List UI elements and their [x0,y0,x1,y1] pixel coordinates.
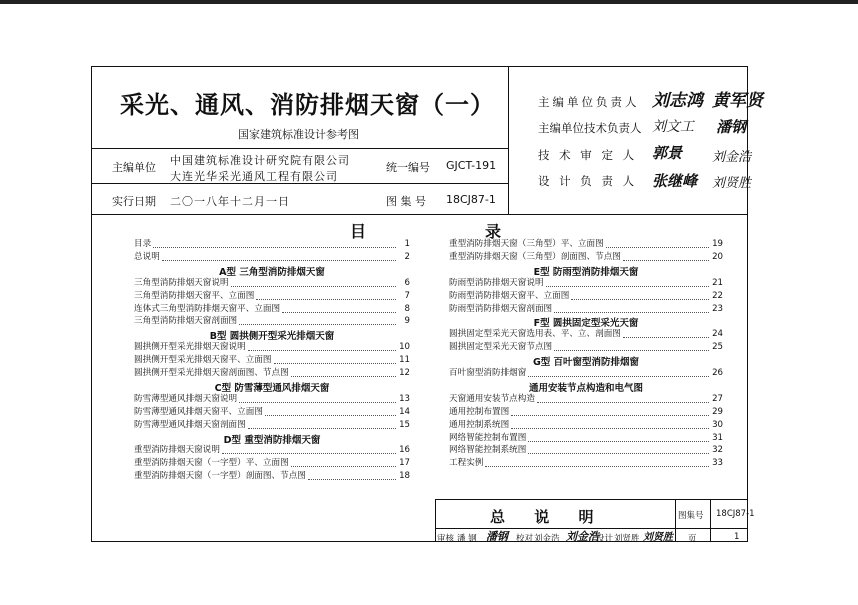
page-value: 1 [734,532,740,542]
toc-item[interactable] [134,277,410,289]
editor-unit-1: 中国建筑标准设计研究院有限公司 [170,154,350,167]
sheet-title: 总 说 明 [490,508,606,526]
toc-item-page: 6 [404,277,410,288]
toc-item[interactable] [449,419,723,431]
toc-leader-dots [606,240,709,248]
toc-item-page: 14 [399,406,410,417]
toc-item-page: 13 [399,393,410,404]
toc-leader-dots [162,253,396,261]
toc-item-page: 19 [712,239,723,249]
toc-leader-dots [282,305,396,313]
toc-section-heading: D型 重型消防排烟天窗 [223,434,321,446]
resp-role-4: 设 计 负 责 人 [538,174,638,188]
toc-item-page: 11 [399,355,410,366]
toc-item-page: 20 [712,251,723,262]
toc-item-page: 2 [404,251,410,262]
toc-item-title: 防雨型消防排烟天窗平、立面图 [449,290,570,301]
toc-item-title: 网络智能控制系统图 [449,445,527,456]
signature: 郭景 [652,144,683,162]
toc-item-title: 圆拱侧开型采光排烟天窗剖面图、节点图 [134,368,289,378]
signature: 刘文工 [652,119,694,135]
toc-leader-dots [308,472,396,480]
toc-leader-dots [623,253,709,261]
toc-item-page: 8 [404,303,410,314]
design-name: 刘贤胜 [614,534,640,544]
toc-item-page: 33 [712,458,723,469]
toc-item-page: 16 [399,445,410,456]
toc-item[interactable] [134,470,410,482]
date-value: 二〇一八年十二月一日 [170,195,290,208]
signature: 刘贤胜 [712,176,752,191]
toc-item-page: 24 [712,329,723,340]
toc-item-title: 重型消防排烟天窗说明 [134,445,220,456]
title-block-divider [675,499,676,542]
signature: 刘金浩 [566,530,599,543]
toc-leader-dots [554,305,709,313]
toc-leader-dots [571,292,709,300]
toc-item[interactable] [449,367,723,379]
toc-item-title: 通用控制系统图 [449,419,510,430]
toc-item[interactable] [449,303,723,315]
toc-section-heading: B型 圆拱侧开型采光排烟天窗 [209,331,335,343]
toc-leader-dots [248,421,396,429]
toc-item[interactable] [449,251,723,263]
toc-item-page: 15 [399,419,410,430]
toc-leader-dots [546,279,709,287]
toc-leader-dots [528,446,709,454]
toc-section-heading: A型 三角型消防排烟天窗 [219,266,325,278]
date-label: 实行日期 [112,195,156,208]
toc-heading-right: 录 [485,222,502,241]
toc-leader-dots [291,459,396,467]
toc-item-title: 通用控制布置图 [449,406,510,417]
toc-item-page: 25 [712,342,723,353]
resp-role-1: 主编单位负责人 [538,95,640,109]
signature: 刘金浩 [712,150,752,165]
title-block-left [435,499,436,542]
toc-item[interactable] [134,354,410,366]
toc-leader-dots [537,395,709,403]
toc-item[interactable] [449,444,723,456]
toc-item-title: 圆拱固定型采光天窗选用表、平、立、剖面图 [449,329,621,340]
toc-item-page: 17 [399,458,410,469]
review-label: 审核 [437,534,455,544]
toc-item[interactable] [134,315,410,327]
toc-item[interactable] [449,393,723,405]
check-name: 刘金浩 [534,534,560,544]
toc-section-heading: G型 百叶窗型消防排烟窗 [532,357,640,369]
design-label: 设计 [596,534,614,544]
toc-item-title: 防雪薄型通风排烟天窗平、立面图 [134,406,263,417]
signature: 潘钢 [486,530,508,543]
signature: 黄军贤 [712,91,763,111]
toc-item[interactable] [449,277,723,289]
resp-role-3: 技 术 审 定 人 [538,148,638,162]
toc-leader-dots [554,343,709,351]
toc-leader-dots [239,395,396,403]
toc-item[interactable] [134,238,410,250]
atlas-no-label: 图集号 [678,511,704,521]
page-title: 采光、通风、消防排烟天窗（一） [120,91,495,119]
subtitle: 国家建筑标准设计参考图 [238,128,359,141]
toc-item-page: 9 [404,316,410,327]
atlas-value: 18CJ87-1 [446,193,496,206]
check-label: 校对 [516,534,534,544]
toc-item-title: 连体式三角型消防排烟天窗平、立面图 [134,303,281,314]
toc-item-title: 三角型消防排烟天窗剖面图 [134,316,238,327]
title-block-top [435,499,748,500]
resp-role-2: 主编单位技术负责人 [538,121,642,135]
code-value: GJCT-191 [446,159,497,172]
toc-section-heading: 通用安装节点构造和电气图 [528,382,643,394]
toc-item[interactable] [134,290,410,302]
toc-item-title: 天窗通用安装节点构造 [449,393,535,404]
toc-item-title: 防雪薄型通风排烟天窗说明 [134,393,238,404]
toc-item-title: 重型消防排烟天窗（三角型）平、立面图 [449,239,604,249]
signature: 刘志鸿 [652,91,703,111]
toc-item-page: 27 [712,393,723,404]
toc-item-title: 三角型消防排烟天窗说明 [134,277,229,288]
toc-item-page: 29 [712,406,723,417]
toc-item-title: 百叶窗型消防排烟窗 [449,368,527,378]
toc-leader-dots [511,408,709,416]
page-label: 页 [688,534,697,544]
toc-leader-dots [265,408,396,416]
toc-item-page: 26 [712,368,723,378]
toc-item[interactable] [134,341,410,353]
toc-item-title: 圆拱侧开型采光排烟天窗平、立面图 [134,355,272,366]
editor-unit-2: 大连光华采光通风工程有限公司 [170,170,338,183]
top-bar [0,0,858,4]
toc-item-page: 21 [712,277,723,288]
toc-item[interactable] [134,393,410,405]
toc-leader-dots [511,421,709,429]
toc-item-title: 圆拱固定型采光天窗节点图 [449,342,553,353]
toc-item-page: 31 [712,432,723,443]
toc-item-page: 30 [712,419,723,430]
review-name: 潘 钢 [457,534,477,544]
toc-leader-dots [231,279,396,287]
toc-section-heading: E型 防雨型消防排烟天窗 [533,266,639,278]
atlas-no-value: 18CJ87-1 [716,509,755,519]
toc-leader-dots [239,317,396,325]
title-block-divider [710,499,711,542]
toc-item[interactable] [449,457,723,469]
toc-item-title: 圆拱侧开型采光排烟天窗说明 [134,342,246,353]
signature: 潘钢 [716,118,747,136]
toc-item[interactable] [134,419,410,431]
toc-leader-dots [153,240,396,248]
toc-leader-dots [222,446,396,454]
header-divider [508,66,509,215]
toc-item[interactable] [449,290,723,302]
toc-leader-dots [485,459,709,467]
toc-item-title: 防雨型消防排烟天窗说明 [449,277,544,288]
toc-item-title: 防雪薄型通风排烟天窗剖面图 [134,419,246,430]
toc-item-title: 目录 [134,239,152,249]
toc-item[interactable] [134,406,410,418]
toc-item-title: 总说明 [134,251,160,262]
toc-item[interactable] [134,444,410,456]
toc-item[interactable] [449,328,723,340]
toc-item-page: 18 [399,471,410,482]
toc-item-title: 防雨型消防排烟天窗剖面图 [449,303,553,314]
toc-item-page: 23 [712,303,723,314]
toc-item-page: 32 [712,445,723,456]
toc-item[interactable] [449,238,723,250]
toc-leader-dots [623,330,709,338]
toc-item-title: 重型消防排烟天窗（三角型）剖面图、节点图 [449,251,621,262]
editor-label: 主编单位 [112,161,156,174]
toc-section-heading: F型 圆拱固定型采光天窗 [533,318,639,330]
toc-item[interactable] [134,367,410,379]
toc-item-title: 重型消防排烟天窗（一字型）平、立面图 [134,458,289,469]
toc-leader-dots [528,369,709,377]
toc-item-page: 1 [404,239,410,249]
toc-item[interactable] [134,251,410,263]
toc-leader-dots [256,292,396,300]
toc-section-heading: C型 防雪薄型通风排烟天窗 [214,382,330,394]
toc-item-page: 12 [399,368,410,378]
toc-item[interactable] [134,457,410,469]
toc-item-page: 22 [712,290,723,301]
toc-leader-dots [274,356,396,364]
toc-heading-left: 目 [350,222,367,241]
signature: 张继峰 [652,172,698,190]
signature: 刘贤胜 [643,532,673,543]
code-label: 统一编号 [386,161,430,174]
toc-item-page: 10 [399,342,410,353]
toc-item-title: 工程实例 [449,458,484,469]
toc-item-title: 三角型消防排烟天窗平、立面图 [134,290,255,301]
atlas-label: 图 集 号 [386,195,426,208]
toc-item-title: 网络智能控制布置图 [449,432,527,443]
toc-item-page: 7 [404,290,410,301]
toc-item-title: 重型消防排烟天窗（一字型）剖面图、节点图 [134,471,306,482]
toc-item[interactable] [449,406,723,418]
toc-leader-dots [291,369,396,377]
header-row-line [91,148,508,149]
toc-item[interactable] [134,303,410,315]
toc-item[interactable] [449,432,723,444]
toc-leader-dots [248,343,396,351]
toc-item[interactable] [449,341,723,353]
toc-leader-dots [528,434,709,442]
